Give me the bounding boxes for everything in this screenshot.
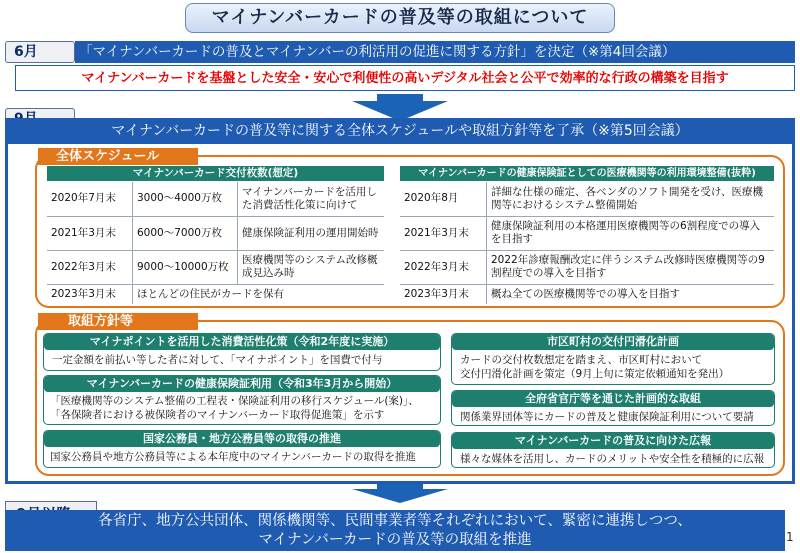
page-number: 1 <box>786 530 794 544</box>
policy-card <box>43 430 441 468</box>
left-schedule-header: マイナンバーカード交付枚数(想定) <box>47 166 384 181</box>
schedule-note: 2022年診療報酬改定に伴うシステム改修時医療機関等の9割程度での導入を目指す <box>487 250 775 284</box>
after-line-2: マイナンバーカードの普及等の取組を推進 <box>258 532 532 548</box>
schedule-label: 全体スケジュール <box>38 148 198 165</box>
policy-card <box>451 390 775 426</box>
policy-card-text-1: カードの交付枚数想定を踏まえ、市区町村において <box>460 354 703 366</box>
policy-card <box>43 333 441 371</box>
schedule-note: 概ね全ての医療機関等での導入を目指す <box>491 287 680 300</box>
policy-card <box>43 375 441 425</box>
policy-card-title: 全府省官庁等を通じた計画的な取組 <box>452 391 774 407</box>
schedule-note: 詳細な仕様の確定、各ベンダのソフト開発を受け、医療機関等におけるシステム整備開始 <box>487 182 775 216</box>
schedule-note: 医療機関等のシステム改修概成見込み時 <box>238 250 385 284</box>
policy-card-text-2: 「各保険者における被保険者のマイナンバーカード取得促進策」を示す <box>50 409 385 421</box>
policy-card-text: 様々な媒体を活用し、カードのメリットや安全性を積極的に広報 <box>460 453 765 465</box>
schedule-date: 2023年3月末 <box>400 284 487 304</box>
schedule-date: 2022年3月末 <box>47 250 133 284</box>
policy-card-text: 関係業界団体等にカードの普及と健康保険証利用について要請 <box>460 411 754 423</box>
left-schedule-table <box>47 182 384 304</box>
schedule-note: 健康保険証利用の運用開始時 <box>238 216 385 250</box>
september-headline: マイナンバーカードの普及等に関する全体スケジュールや取組方針等を了承（※第5回会議） <box>5 118 795 144</box>
schedule-note: マイナンバーカードを活用した消費活性化策に向けて <box>238 182 385 216</box>
policy-card-text: 国家公務員や地方公務員等による本年度中のマイナンバーカードの取得を推進 <box>50 451 416 463</box>
right-schedule-header: マイナンバーカードの健康保険証としての医療機関等の利用環境整備(抜粋) <box>400 166 774 181</box>
policy-card-text: 一定金額を前払い等した者に対して、「マイナポイント」を国費で付与 <box>52 354 383 366</box>
policy-card-title: マイナポイントを活用した消費活性化策（令和2年度に実施） <box>44 334 440 350</box>
policy-card-text-1: 「医療機関等のシステム整備の工程表・保険証利用の移行スケジュール(案)」、 <box>50 395 419 407</box>
down-arrow-icon <box>352 489 448 503</box>
schedule-note: 健康保険証利用の本格運用医療機関等の6割程度での導入を目指す <box>487 216 775 250</box>
policy-card-title: マイナンバーカードの普及に向けた広報 <box>452 433 774 449</box>
schedule-count: 9000～10000万枚 <box>133 250 238 284</box>
policy-card-title: マイナンバーカードの健康保険証利用（令和3年3月から開始） <box>44 376 440 392</box>
right-schedule-table <box>400 182 774 304</box>
schedule-date: 2020年7月末 <box>47 182 133 216</box>
policy-card-text-2: 交付円滑化計画を策定（9月上旬に策定依頼通知を発出） <box>460 368 730 380</box>
policy-card <box>451 432 775 468</box>
policy-card-title: 市区町村の交付円滑化計画 <box>452 334 774 350</box>
schedule-count: 6000～7000万枚 <box>133 216 238 250</box>
schedule-date: 2021年3月末 <box>47 216 133 250</box>
policy-card-title: 国家公務員・地方公務員等の取得の推進 <box>44 431 440 447</box>
schedule-date: 2020年8月 <box>400 182 487 216</box>
policy-label: 取組方針等 <box>38 313 198 330</box>
schedule-count: ほとんどの住民がカードを保有 <box>137 287 284 300</box>
schedule-count: 3000～4000万枚 <box>133 182 238 216</box>
after-bar <box>5 510 785 551</box>
june-headline: 「マイナンバーカードの普及とマイナンバーの利活用の促進に関する方針」を決定（※第4回会議） <box>75 41 795 63</box>
schedule-date: 2021年3月末 <box>400 216 487 250</box>
policy-card <box>451 333 775 385</box>
schedule-date: 2022年3月末 <box>400 250 487 284</box>
after-line-1: 各省庁、地方公共団体、関係機関等、民間事業者等それぞれにおいて、緊密に連携しつつ、 <box>98 513 692 529</box>
june-tag: 6月 <box>5 41 75 63</box>
page-title: マイナンバーカードの普及等の取組について <box>185 3 615 33</box>
june-goal: マイナンバーカードを基盤とした安全・安心で利便性の高いデジタル社会と公平で効率的な行政の構築を目指す <box>15 65 795 91</box>
schedule-date: 2023年3月末 <box>47 284 133 304</box>
